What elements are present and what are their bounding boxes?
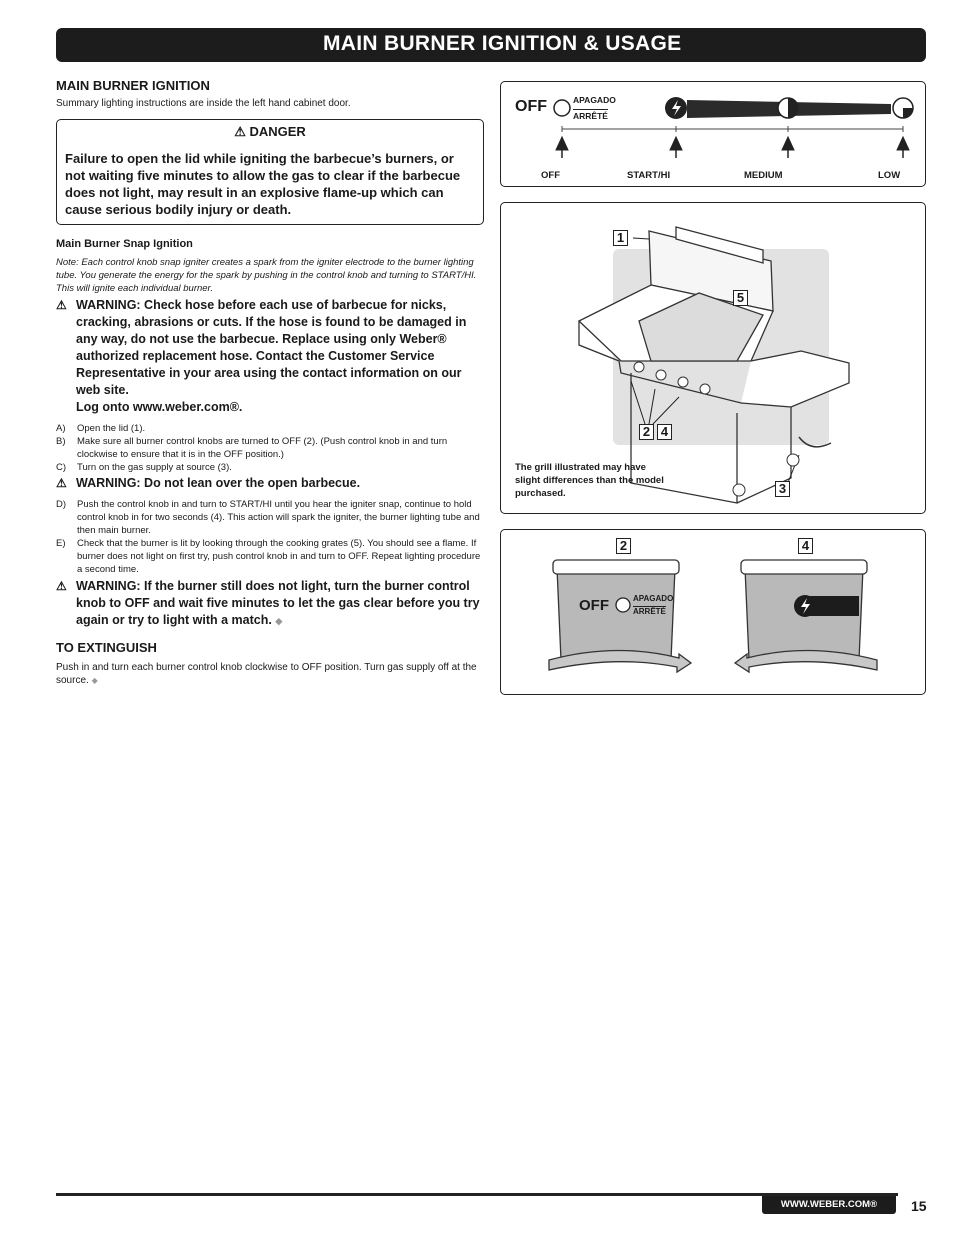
snap-heading: Main Burner Snap Ignition (56, 238, 193, 250)
knob-illustration (501, 530, 925, 694)
knob-arrete-label: ARRÊTÉ (633, 607, 666, 616)
footer-url[interactable]: WWW.WEBER.COM® (762, 1196, 896, 1214)
extinguish-text: Push in and turn each burner control knob clockwise to OFF position. Turn gas supply off at the source. (56, 662, 477, 686)
knob-off-label: OFF (579, 597, 609, 614)
dial-apagado-label: APAGADO (573, 95, 616, 105)
warning-triangle-icon: ⚠ (56, 298, 67, 312)
warning-lean-text: WARNING: Do not lean over the open barbecue. (76, 476, 361, 490)
title-banner (56, 28, 926, 62)
dial-panel (500, 81, 926, 187)
warning-hose (56, 297, 484, 416)
extinguish-block (56, 661, 484, 687)
caster-wheel (733, 484, 745, 496)
step-key: D) (56, 499, 67, 510)
warning-triangle-icon: ⚠ (56, 476, 67, 490)
step-e (56, 537, 484, 576)
warning-lean (56, 475, 484, 492)
knob-start (741, 560, 867, 660)
step-text: Make sure all burner control knobs are turned to OFF (2). (Push control knob in and turn clockwise to ensure that it is in the OFF position.) (77, 436, 448, 460)
page-title: MAIN BURNER IGNITION & USAGE (323, 32, 682, 55)
position-off: OFF (541, 170, 560, 181)
extinguish-heading: TO EXTINGUISH (56, 640, 157, 655)
step-key: E) (56, 538, 66, 549)
warning-relight-text: WARNING: If the burner still does not light, turn the burner control knob to OFF and wait five minutes to let the gas clear before you try again or try to light with a match. (76, 579, 480, 627)
off-circle-icon (554, 100, 570, 116)
position-low: LOW (878, 170, 901, 181)
side-shelf (741, 351, 849, 407)
step-a (56, 422, 484, 435)
steps-list-a (56, 422, 484, 474)
dial-arrows (556, 137, 909, 158)
warning-relight (56, 578, 484, 630)
step-text: Push the control knob in and turn to START/HI until you hear the igniter snap, continue to hold control knob in for two seconds (4). This action will spark the igniter, the burner lighting tube and then main burner. (77, 499, 480, 536)
knob-panel (500, 529, 926, 695)
summary-text: Summary lighting instructions are inside the left hand cabinet door. (56, 98, 351, 109)
grill-panel (500, 202, 926, 514)
end-diamond-icon: ◆ (91, 676, 98, 685)
callout-2: 2 (639, 424, 654, 440)
danger-title-row (65, 124, 475, 140)
danger-text: Failure to open the lid while igniting the barbecue’s burners, or not waiting five minutes to allow the gas to clear if the barbecue does not light, may result in an explosive flame-up which can cause serious bodily injury or death. (65, 151, 461, 217)
callout-4: 4 (657, 424, 672, 440)
dial-arrete-label: ARRÊTÉ (573, 111, 608, 121)
dial-graphic (501, 82, 925, 186)
step-text: Check that the burner is lit by looking through the cooking grates (5). You should see a flame. If burner does not light on first try, push control knob in and turn to OFF. Repeat lighting procedure a second time. (77, 538, 481, 575)
page-number: 15 (911, 1198, 927, 1214)
end-diamond-icon: ◆ (275, 616, 283, 626)
step-text: Turn on the gas supply at source (3). (77, 462, 232, 473)
off-circle-icon (616, 598, 630, 612)
callout-1: 1 (613, 230, 628, 246)
dial-off-label: OFF (515, 98, 547, 115)
step-key: A) (56, 423, 66, 434)
step-key: B) (56, 436, 66, 447)
position-start-hi: START/HI (627, 170, 671, 181)
instructions-column (56, 78, 484, 687)
callout-4: 4 (798, 538, 813, 554)
danger-title: DANGER (249, 124, 306, 139)
step-b (56, 435, 484, 461)
position-medium: MEDIUM (744, 170, 783, 181)
knob-apagado-label: APAGADO (633, 594, 674, 603)
warning-triangle-icon: ⚠ (56, 579, 67, 593)
step-text: Open the lid (1). (77, 423, 146, 434)
step-c (56, 461, 484, 474)
ignition-heading: MAIN BURNER IGNITION (56, 78, 210, 93)
caster-wheel (787, 454, 799, 466)
warning-hose-text: WARNING: Check hose before each use of barbecue for nicks, cracking, abrasions or cuts. If the hose is found to be damaged in any way, do not use the barbecue. Replace using only Weber® authorized replacement hose. Contact the Customer Service Representative in your area using the contact information on our web site. (76, 298, 467, 397)
warning-triangle-icon: ⚠ (234, 124, 246, 139)
callout-3: 3 (775, 481, 790, 497)
low-quarter-fill (903, 108, 913, 118)
danger-box (56, 119, 484, 225)
step-d (56, 498, 484, 537)
callout-5: 5 (733, 290, 748, 306)
grill-caption: The grill illustrated may have slight differences than the model purchased. (515, 462, 664, 499)
weber-link-text: Log onto www.weber.com®. (76, 400, 243, 414)
steps-list-b (56, 498, 484, 576)
callout-2: 2 (616, 538, 631, 554)
step-key: C) (56, 462, 67, 473)
snap-note: Note: Each control knob snap igniter creates a spark from the igniter electrode to the burner lighting tube. You generate the energy for the spark by pushing in the control knob and turning to START/HI. This will ignite each individual burner. (56, 257, 477, 294)
